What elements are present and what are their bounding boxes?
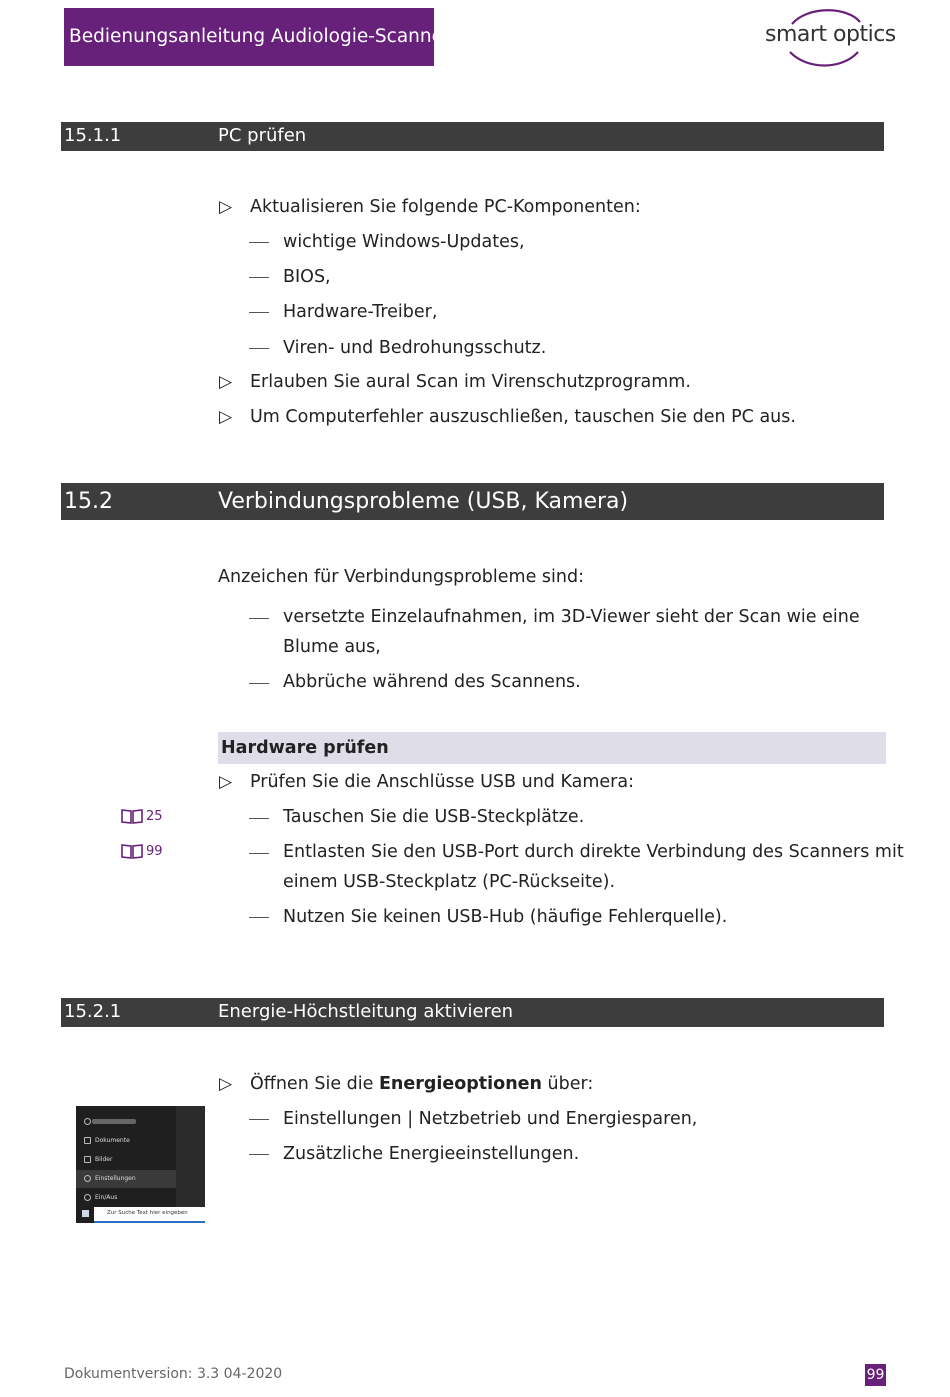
section-title: Energie-Höchstleitung aktivieren bbox=[218, 1001, 514, 1022]
open-book-icon bbox=[121, 842, 143, 860]
dash-bullet-icon bbox=[249, 1119, 269, 1120]
start-menu-item-label: Einstellungen bbox=[95, 1175, 136, 1182]
step-emphasis: Energieoptionen bbox=[378, 1074, 542, 1094]
start-menu-item bbox=[84, 1194, 117, 1201]
section-number: 15.2 bbox=[64, 489, 113, 514]
dash-bullet-icon bbox=[249, 853, 269, 854]
image-icon bbox=[84, 1156, 91, 1163]
document-version: Dokumentversion: 3.3 04-2020 bbox=[64, 1366, 283, 1382]
page-reference-number: 99 bbox=[146, 844, 163, 859]
taskbar-search-box bbox=[94, 1207, 205, 1223]
start-menu-tiles-area bbox=[176, 1106, 205, 1208]
instruction-step bbox=[250, 1069, 593, 1099]
start-menu-item bbox=[84, 1137, 130, 1144]
instruction-step: Erlauben Sie aural Scan im Virenschutzprogramm. bbox=[250, 372, 691, 392]
start-menu-screenshot bbox=[76, 1106, 205, 1223]
dash-bullet-icon bbox=[249, 917, 269, 918]
dash-bullet-icon bbox=[249, 818, 269, 819]
open-book-icon bbox=[121, 807, 143, 825]
triangle-bullet-icon: ▷ bbox=[219, 407, 233, 427]
list-item: BIOS, bbox=[283, 267, 331, 287]
list-item: Einstellungen | Netzbetrieb und Energiesparen, bbox=[283, 1109, 698, 1129]
section-title: PC prüfen bbox=[218, 125, 307, 146]
section-number: 15.2.1 bbox=[64, 1001, 122, 1022]
logo-text: smart optics bbox=[765, 22, 896, 47]
instruction-step: Aktualisieren Sie folgende PC-Komponenten: bbox=[250, 197, 641, 217]
start-menu-item-label: Bilder bbox=[95, 1156, 113, 1163]
list-item: Entlasten Sie den USB-Port durch direkte Verbindung des Scanners mit bbox=[283, 842, 904, 862]
document-title-banner: Bedienungsanleitung Audiologie-Scanner bbox=[64, 8, 434, 66]
dash-bullet-icon bbox=[249, 618, 269, 619]
triangle-bullet-icon: ▷ bbox=[219, 372, 233, 392]
list-item: Tauschen Sie die USB-Steckplätze. bbox=[283, 807, 585, 827]
section-heading-15-2-1 bbox=[61, 998, 884, 1027]
start-menu-item bbox=[84, 1156, 112, 1163]
list-item: Hardware-Treiber, bbox=[283, 302, 438, 322]
triangle-bullet-icon: ▷ bbox=[219, 772, 233, 792]
search-placeholder: Zur Suche Text hier eingeben bbox=[107, 1210, 188, 1216]
dash-bullet-icon bbox=[249, 277, 269, 278]
dash-bullet-icon bbox=[249, 1154, 269, 1155]
section-heading-15-2 bbox=[61, 483, 884, 520]
list-item-continuation: Blume aus, bbox=[283, 637, 381, 657]
list-item: Nutzen Sie keinen USB-Hub (häufige Fehlerquelle). bbox=[283, 907, 728, 927]
page-number: 99 bbox=[865, 1364, 886, 1386]
page-reference-number: 25 bbox=[146, 809, 163, 824]
power-icon bbox=[84, 1194, 91, 1201]
document-icon bbox=[84, 1137, 91, 1144]
triangle-bullet-icon: ▷ bbox=[219, 1074, 233, 1094]
instruction-step: Um Computerfehler auszuschließen, tauschen Sie den PC aus. bbox=[250, 407, 796, 427]
dash-bullet-icon bbox=[249, 242, 269, 243]
start-menu-item-label: Ein/Aus bbox=[95, 1194, 118, 1201]
gear-icon bbox=[84, 1175, 91, 1182]
step-text: Öffnen Sie die bbox=[250, 1074, 379, 1094]
triangle-bullet-icon: ▷ bbox=[219, 197, 233, 217]
intro-text: Anzeichen für Verbindungsprobleme sind: bbox=[218, 567, 584, 587]
step-text: über: bbox=[541, 1074, 594, 1094]
section-title: Verbindungsprobleme (USB, Kamera) bbox=[218, 489, 629, 514]
subheading-hardware-check: Hardware prüfen bbox=[218, 732, 886, 764]
list-item: wichtige Windows-Updates, bbox=[283, 232, 525, 252]
section-heading-15-1-1 bbox=[61, 122, 884, 151]
list-item: Zusätzliche Energieeinstellungen. bbox=[283, 1144, 580, 1164]
list-item: Viren- und Bedrohungsschutz. bbox=[283, 338, 547, 358]
instruction-step: Prüfen Sie die Anschlüsse USB und Kamera: bbox=[250, 772, 634, 792]
list-item-continuation: einem USB-Steckplatz (PC-Rückseite). bbox=[283, 872, 616, 892]
smart-optics-logo bbox=[762, 8, 896, 68]
dash-bullet-icon bbox=[249, 348, 269, 349]
list-item: Abbrüche während des Scannens. bbox=[283, 672, 581, 692]
dash-bullet-icon bbox=[249, 683, 269, 684]
section-number: 15.1.1 bbox=[64, 125, 122, 146]
blurred-user-name bbox=[92, 1119, 136, 1124]
list-item: versetzte Einzelaufnahmen, im 3D-Viewer sieht der Scan wie eine bbox=[283, 607, 860, 627]
start-menu-item bbox=[84, 1175, 136, 1182]
windows-icon bbox=[82, 1210, 89, 1217]
dash-bullet-icon bbox=[249, 312, 269, 313]
start-menu-item-label: Dokumente bbox=[95, 1137, 130, 1144]
